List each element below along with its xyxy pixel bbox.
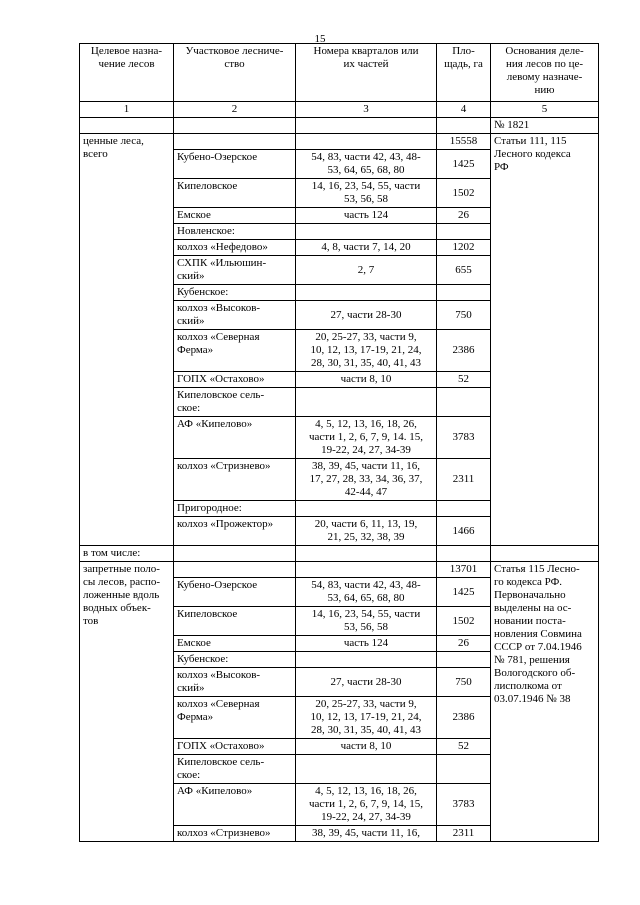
- area-cell: 2386: [437, 330, 491, 372]
- area-cell: 3783: [437, 784, 491, 826]
- cell-empty: [174, 546, 296, 562]
- area-cell: 750: [437, 301, 491, 330]
- purpose-cell: ценные леса, всего: [80, 134, 174, 546]
- forestry-cell: Кипеловское сель- ское:: [174, 388, 296, 417]
- cell-empty: [174, 562, 296, 578]
- quarters-cell: 54, 83, части 42, 43, 48- 53, 64, 65, 68, 80: [296, 150, 437, 179]
- area-cell: 1425: [437, 578, 491, 607]
- forestry-cell: Кипеловское: [174, 607, 296, 636]
- quarters-cell: [296, 388, 437, 417]
- area-cell: 52: [437, 372, 491, 388]
- area-cell: 750: [437, 668, 491, 697]
- quarters-cell: 20, 25-27, 33, части 9, 10, 12, 13, 17-19, 21, 24, 28, 30, 31, 35, 40, 41, 43: [296, 330, 437, 372]
- area-cell: 2311: [437, 459, 491, 501]
- forestry-cell: колхоз «Северная Ферма»: [174, 697, 296, 739]
- cell-empty: [296, 134, 437, 150]
- total-area: 15558: [437, 134, 491, 150]
- column-number-row: [80, 102, 599, 118]
- quarters-cell: части 8, 10: [296, 739, 437, 755]
- quarters-cell: 27, части 28-30: [296, 301, 437, 330]
- quarters-cell: 2, 7: [296, 256, 437, 285]
- forestry-cell: Кипеловское сель- ское:: [174, 755, 296, 784]
- basis-cell: Статьи 111, 115 Лесного кодекса РФ: [491, 134, 599, 546]
- area-cell: 1466: [437, 517, 491, 546]
- cell-empty: [437, 546, 491, 562]
- cell-empty: [80, 118, 174, 134]
- forestry-cell: Емское: [174, 208, 296, 224]
- col-number: 1: [80, 102, 174, 118]
- header-area: Пло- щадь, га: [437, 44, 491, 102]
- area-cell: 1502: [437, 607, 491, 636]
- quarters-cell: 14, 16, 23, 54, 55, части 53, 56, 58: [296, 607, 437, 636]
- forestry-cell: ГОПХ «Остахово»: [174, 372, 296, 388]
- forestry-cell: Кубено-Озерское: [174, 150, 296, 179]
- including-row: [80, 546, 599, 562]
- area-cell: 26: [437, 208, 491, 224]
- forestry-cell: Кубенское:: [174, 652, 296, 668]
- header-quarters: Номера кварталов или их частей: [296, 44, 437, 102]
- area-cell: [437, 501, 491, 517]
- col-number: 3: [296, 102, 437, 118]
- cell-empty: [437, 118, 491, 134]
- cell-empty: [174, 134, 296, 150]
- forestry-cell: колхоз «Стризнево»: [174, 459, 296, 501]
- forestry-cell: АФ «Кипелово»: [174, 784, 296, 826]
- quarters-cell: часть 124: [296, 636, 437, 652]
- col-number: 2: [174, 102, 296, 118]
- area-cell: 52: [437, 739, 491, 755]
- quarters-cell: 27, части 28-30: [296, 668, 437, 697]
- quarters-cell: 54, 83, части 42, 43, 48- 53, 64, 65, 68, 80: [296, 578, 437, 607]
- page-number: 15: [314, 33, 326, 45]
- purpose-cell: запретные поло- сы лесов, распо- ложенные вдоль водных объек- тов: [80, 562, 174, 842]
- quarters-cell: часть 124: [296, 208, 437, 224]
- header-forestry: Участковое лесниче- ство: [174, 44, 296, 102]
- quarters-cell: 14, 16, 23, 54, 55, части 53, 56, 58: [296, 179, 437, 208]
- header-basis: Основания деле- ния лесов по це- левому назначе- нию: [491, 44, 599, 102]
- quarters-cell: 38, 39, 45, части 11, 16,: [296, 826, 437, 842]
- area-cell: [437, 224, 491, 240]
- including-label: в том числе:: [80, 546, 174, 562]
- quarters-cell: [296, 501, 437, 517]
- area-cell: 1202: [437, 240, 491, 256]
- forestry-cell: колхоз «Высоков- ский»: [174, 301, 296, 330]
- section-total-row: [80, 134, 599, 150]
- cell-empty: [491, 546, 599, 562]
- cell-empty: [296, 562, 437, 578]
- quarters-cell: [296, 652, 437, 668]
- cell-empty: [296, 118, 437, 134]
- area-cell: 3783: [437, 417, 491, 459]
- quarters-cell: 4, 8, части 7, 14, 20: [296, 240, 437, 256]
- total-area: 13701: [437, 562, 491, 578]
- area-cell: [437, 755, 491, 784]
- basis-cell: Статья 115 Лесно- го кодекса РФ. Первоначально выделены на ос- новании поста- новления Совмина СССР от 7.04.1946 № 781, решения Вологодского об- лисполкома от 03.07.1946 № 38: [491, 562, 599, 842]
- col-number: 5: [491, 102, 599, 118]
- forest-purpose-table: [79, 43, 599, 842]
- cell-empty: [174, 118, 296, 134]
- quarters-cell: 4, 5, 12, 13, 16, 18, 26, части 1, 2, 6, 7, 9, 14. 15, 19-22, 24, 27, 34-39: [296, 417, 437, 459]
- quarters-cell: 20, 25-27, 33, части 9, 10, 12, 13, 17-19, 21, 24, 28, 30, 31, 35, 40, 41, 43: [296, 697, 437, 739]
- quarters-cell: [296, 224, 437, 240]
- quarters-cell: 20, части 6, 11, 13, 19, 21, 25, 32, 38, 39: [296, 517, 437, 546]
- forestry-cell: АФ «Кипелово»: [174, 417, 296, 459]
- header-row: [80, 44, 599, 102]
- quarters-cell: 4, 5, 12, 13, 16, 18, 26, части 1, 2, 6, 7, 9, 14, 15, 19-22, 24, 27, 34-39: [296, 784, 437, 826]
- forestry-cell: Кубено-Озерское: [174, 578, 296, 607]
- area-cell: 1425: [437, 150, 491, 179]
- forestry-cell: колхоз «Высоков- ский»: [174, 668, 296, 697]
- area-cell: 26: [437, 636, 491, 652]
- forestry-cell: Новленское:: [174, 224, 296, 240]
- header-purpose: Целевое назна- чение лесов: [80, 44, 174, 102]
- forestry-cell: колхоз «Нефедово»: [174, 240, 296, 256]
- forestry-cell: колхоз «Северная Ферма»: [174, 330, 296, 372]
- cell-empty: [296, 546, 437, 562]
- col-number: 4: [437, 102, 491, 118]
- order-ref-row: [80, 118, 599, 134]
- area-cell: 2386: [437, 697, 491, 739]
- area-cell: 655: [437, 256, 491, 285]
- order-reference: № 1821: [491, 118, 599, 134]
- area-cell: 1502: [437, 179, 491, 208]
- quarters-cell: [296, 755, 437, 784]
- forestry-cell: ГОПХ «Остахово»: [174, 739, 296, 755]
- area-cell: [437, 652, 491, 668]
- quarters-cell: [296, 285, 437, 301]
- quarters-cell: части 8, 10: [296, 372, 437, 388]
- forestry-cell: Кипеловское: [174, 179, 296, 208]
- forestry-cell: Емское: [174, 636, 296, 652]
- forestry-cell: Пригородное:: [174, 501, 296, 517]
- forestry-cell: СХПК «Ильюшин- ский»: [174, 256, 296, 285]
- quarters-cell: 38, 39, 45, части 11, 16, 17, 27, 28, 33, 34, 36, 37, 42-44, 47: [296, 459, 437, 501]
- area-cell: [437, 285, 491, 301]
- area-cell: [437, 388, 491, 417]
- forestry-cell: колхоз «Прожектор»: [174, 517, 296, 546]
- area-cell: 2311: [437, 826, 491, 842]
- forestry-cell: колхоз «Стризнево»: [174, 826, 296, 842]
- forestry-cell: Кубенское:: [174, 285, 296, 301]
- section-total-row: [80, 562, 599, 578]
